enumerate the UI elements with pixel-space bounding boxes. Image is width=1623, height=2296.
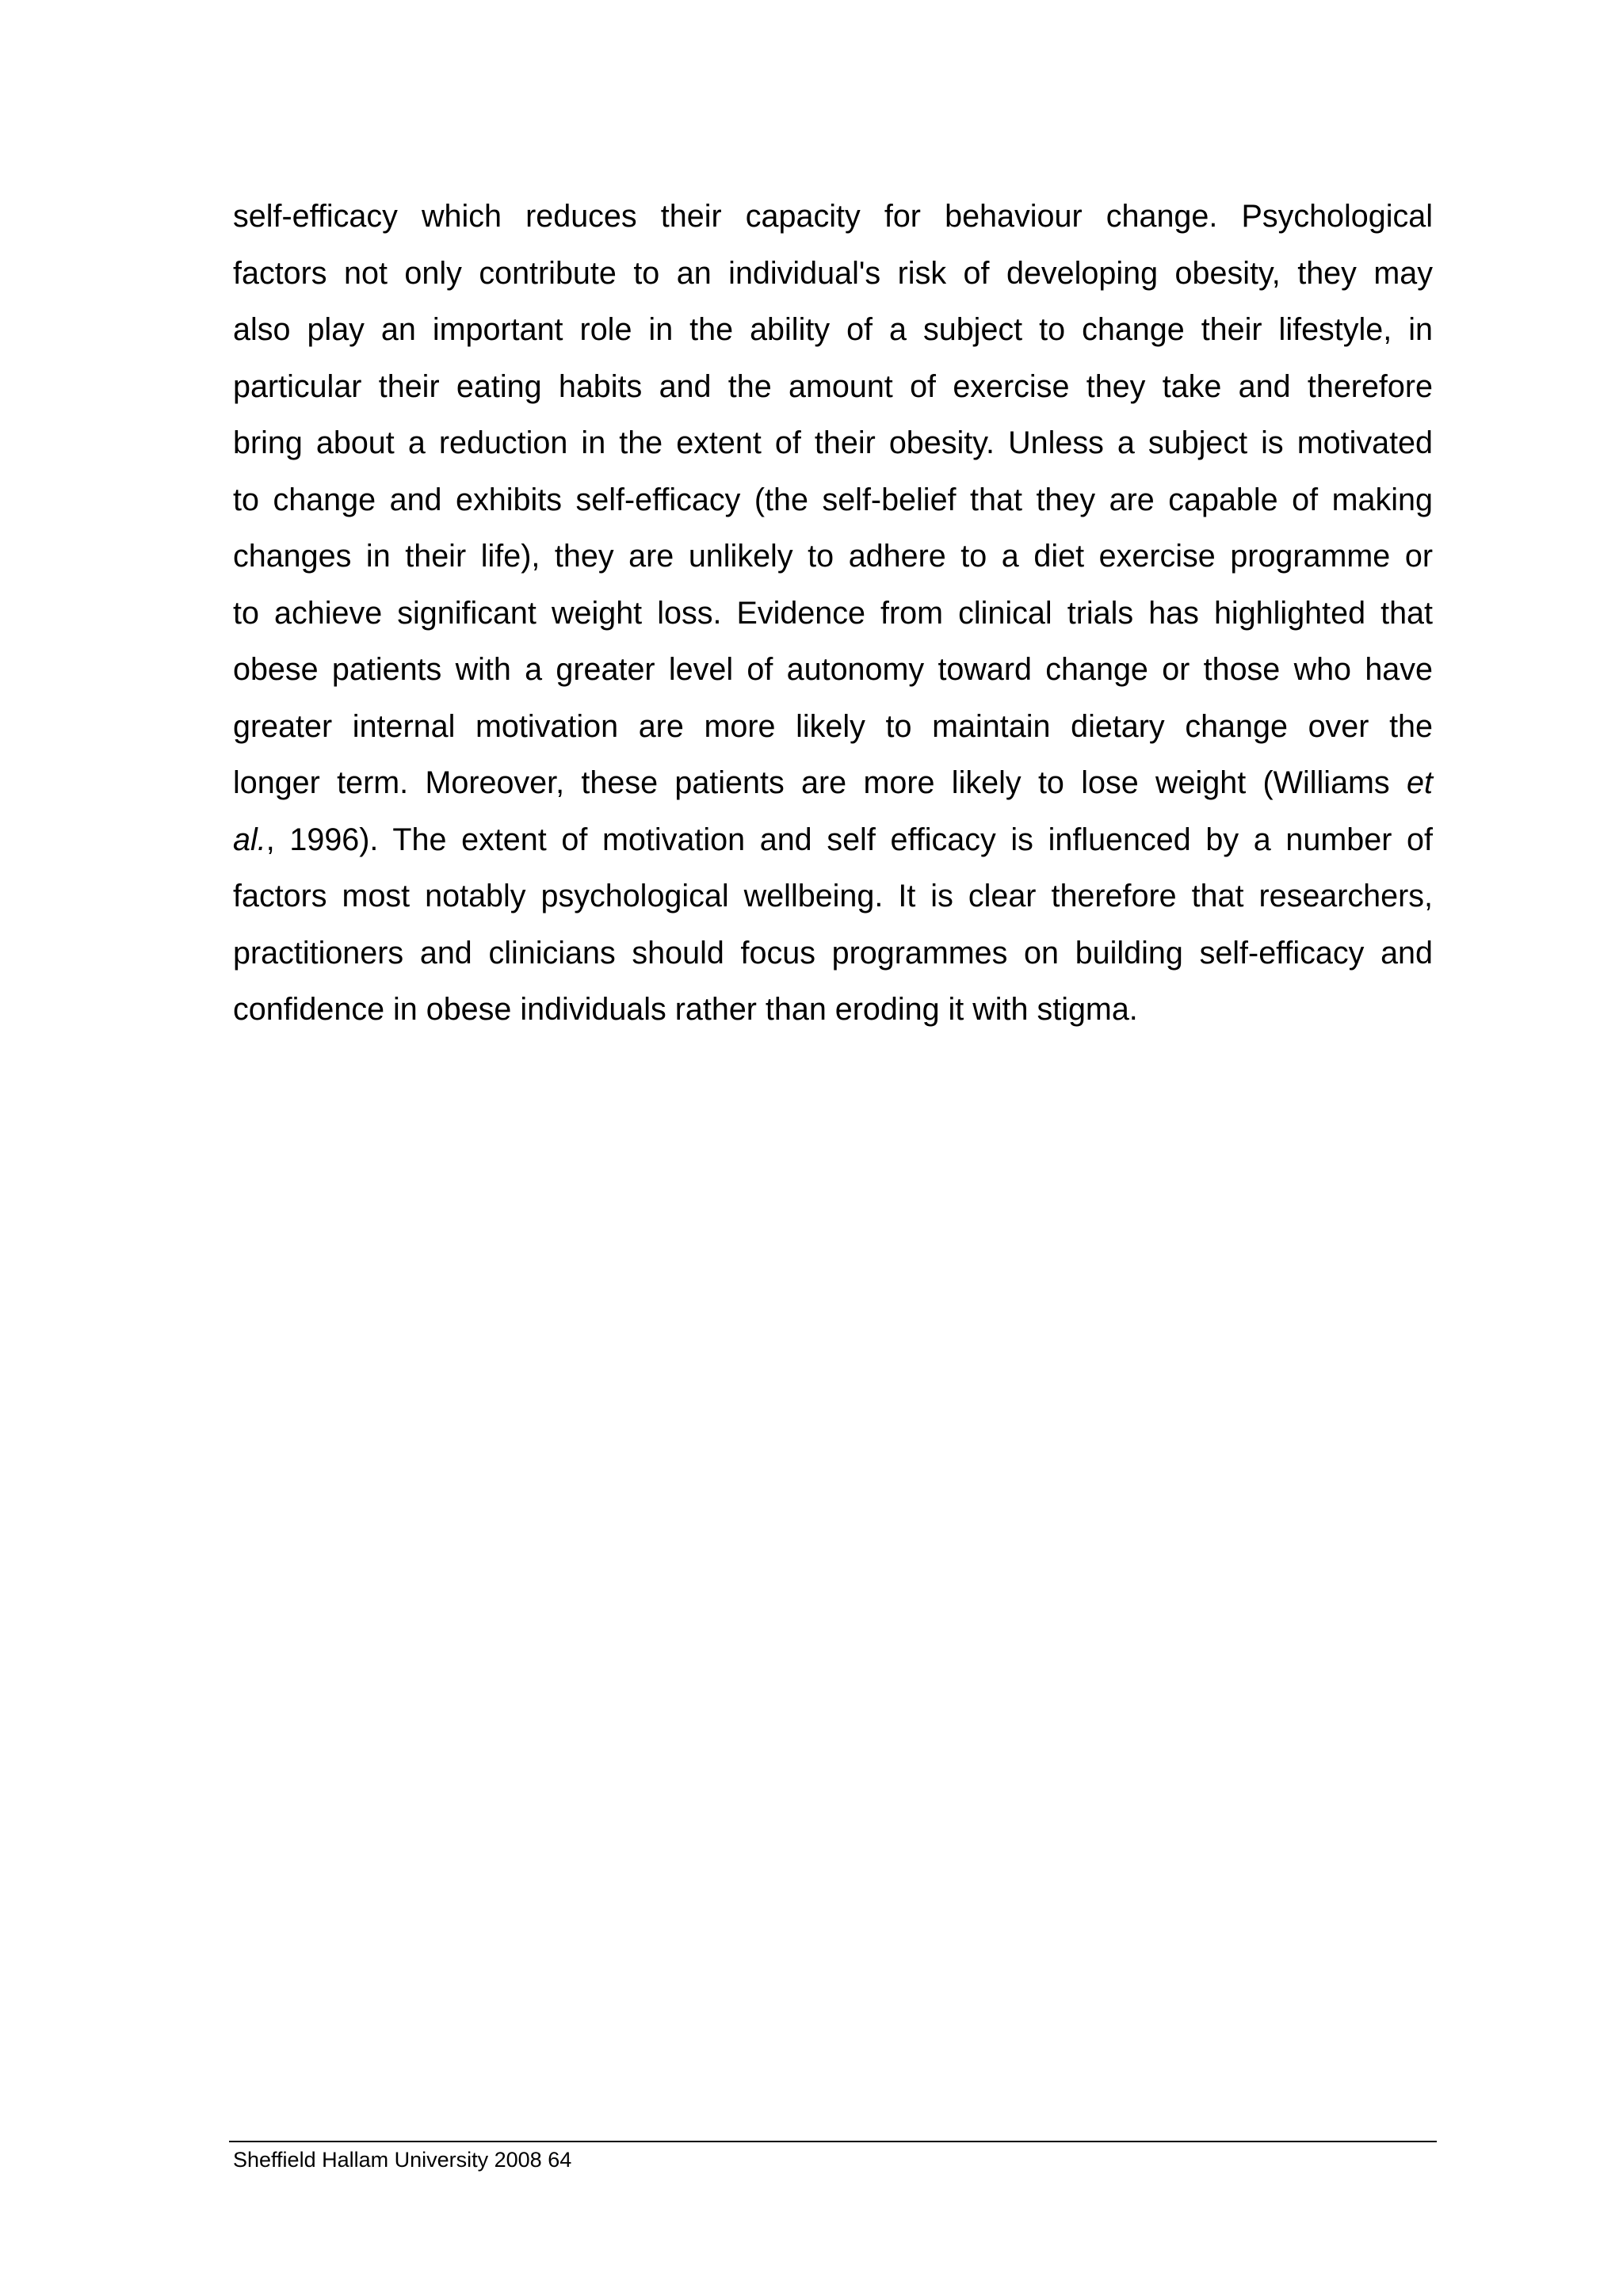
paragraph-line: changes in their life), they are unlikely to adhere to a diet exercise programme or [233, 539, 1433, 574]
page-footer: Sheffield Hallam University 2008 64 [233, 2148, 572, 2172]
paragraph-line: factors most notably psychological wellbeing. It is clear therefore that researchers, [233, 879, 1433, 913]
body-paragraph [233, 189, 1433, 1039]
citation-et: et [1407, 765, 1433, 800]
paragraph-line: also play an important role in the ability of a subject to change their lifestyle, in [233, 312, 1433, 347]
paragraph-line: obese patients with a greater level of autonomy toward change or those who have [233, 652, 1433, 687]
paragraph-line: to change and exhibits self-efficacy (the self-belief that they are capable of making [233, 482, 1433, 517]
paragraph-line-with-citation [233, 812, 1433, 869]
footer-divider [229, 2141, 1437, 2142]
paragraph-line: factors not only contribute to an individual's risk of developing obesity, they may [233, 255, 1433, 291]
paragraph-line: confidence in obese individuals rather than eroding it with stigma. [233, 992, 1138, 1027]
paragraph-line: to achieve significant weight loss. Evidence from clinical trials has highlighted that [233, 595, 1433, 631]
citation-al: al. [233, 822, 266, 857]
paragraph-line: greater internal motivation are more likely to maintain dietary change over the [233, 708, 1433, 744]
paragraph-line-text: longer term. Moreover, these patients are more likely to lose weight (Williams [233, 765, 1390, 800]
paragraph-line: particular their eating habits and the amount of exercise they take and therefore [233, 368, 1433, 404]
paragraph-line-text: , 1996). The extent of motivation and self efficacy is influenced by a number of [265, 822, 1433, 857]
paragraph-line: bring about a reduction in the extent of their obesity. Unless a subject is motivated [233, 425, 1433, 460]
paragraph-line: practitioners and clinicians should focus programmes on building self-efficacy and [233, 935, 1433, 971]
paragraph-line-with-citation [233, 755, 1433, 812]
paragraph-line: self-efficacy which reduces their capacity for behaviour change. Psychological [233, 199, 1433, 234]
